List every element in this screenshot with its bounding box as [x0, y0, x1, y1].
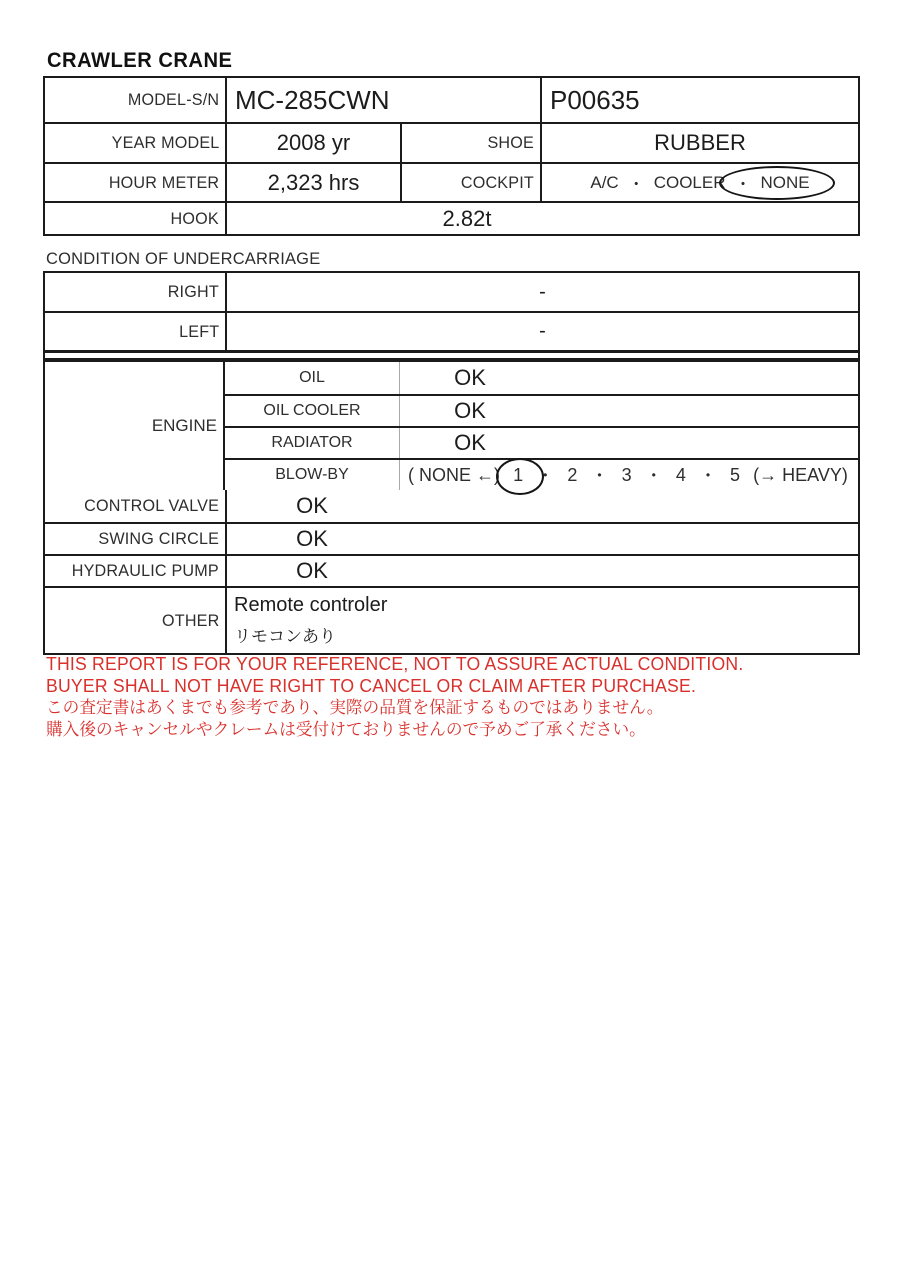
- swing-circle-value: OK: [296, 526, 328, 551]
- table-row: [225, 362, 858, 394]
- swing-circle-value-cell: [225, 524, 858, 554]
- other-label-cell: OTHER: [161, 610, 219, 630]
- blowby-scale-1: 1: [513, 465, 523, 486]
- oil-value-cell: [399, 362, 858, 394]
- table-row: [225, 426, 858, 458]
- right-label-cell: RIGHT: [167, 282, 219, 301]
- control-valve-value-cell: [225, 490, 858, 522]
- blowby-suffix: (→ HEAVY): [753, 464, 848, 485]
- table-row: [45, 586, 858, 653]
- year-value: 2008 yr: [225, 124, 400, 162]
- other-value-cell: [225, 588, 858, 653]
- swing-circle-label-cell: SWING CIRCLE: [98, 529, 219, 548]
- blowby-value-cell: ( NONE ←) 1 ・ 2 ・ 3 ・ 4 ・ 5 (→ HEAVY): [399, 460, 858, 490]
- table-row: [45, 554, 858, 586]
- blowby-scale-2: 2: [567, 464, 578, 485]
- blowby-label-cell: BLOW-BY: [275, 466, 349, 483]
- shoe-label-cell: SHOE: [400, 124, 540, 162]
- table-row: [225, 458, 858, 490]
- year-model-label-cell: YEAR MODEL: [111, 133, 219, 152]
- cockpit-value-cell: [540, 164, 858, 201]
- shoe-value: RUBBER: [540, 124, 858, 162]
- disclaimer-line-1: THIS REPORT IS FOR YOUR REFERENCE, NOT TO ASSURE ACTUAL CONDITION.: [46, 654, 744, 674]
- radiator-label-cell: RADIATOR: [271, 434, 353, 451]
- hook-value-cell: [225, 203, 858, 234]
- page-title: CRAWLER CRANE: [47, 49, 233, 72]
- table-row: [225, 394, 858, 426]
- oil-cooler-value-cell: [399, 396, 858, 426]
- serial-value: P00635: [540, 78, 858, 122]
- oil-cooler-value: OK: [454, 398, 486, 423]
- disclaimer-block: [46, 654, 866, 740]
- control-valve-value: OK: [296, 493, 328, 518]
- table-row: [45, 273, 858, 311]
- hour-meter-label-cell: HOUR METER: [108, 172, 219, 192]
- hydraulic-pump-label-cell: HYDRAULIC PUMP: [71, 561, 219, 580]
- undercarriage-heading: CONDITION OF UNDERCARRIAGE: [46, 249, 321, 268]
- table-row: [45, 162, 858, 201]
- model-sn-label-cell: MODEL-S/N: [127, 90, 219, 109]
- hour-value: 2,323 hrs: [225, 164, 400, 201]
- radiator-value: OK: [454, 430, 486, 455]
- right-value: -: [225, 273, 858, 311]
- spec-table: [43, 76, 860, 236]
- other-value-line2: リモコンあり: [234, 627, 336, 646]
- oil-cooler-label-cell: OIL COOLER: [263, 402, 361, 419]
- blowby-scale-5: 5: [730, 464, 741, 485]
- oil-value: OK: [454, 365, 486, 390]
- cockpit-value: A/C ・ COOLER ・ NONE: [590, 170, 809, 195]
- other-value-line1: Remote controler: [234, 594, 388, 616]
- hook-label-cell: HOOK: [170, 208, 219, 228]
- table-row: [45, 201, 858, 234]
- model-value: MC-285CWN: [225, 78, 540, 122]
- table-row: [45, 522, 858, 554]
- hydraulic-pump-value-cell: [225, 556, 858, 586]
- separator-strip: [43, 351, 860, 360]
- radiator-value-cell: [399, 428, 858, 458]
- control-valve-label-cell: CONTROL VALVE: [83, 496, 219, 515]
- blowby-scale-4: 4: [675, 464, 686, 485]
- engine-label-cell: ENGINE: [45, 362, 225, 490]
- blowby-scale-3: 3: [621, 464, 632, 485]
- table-row: [45, 78, 858, 122]
- disclaimer-line-3: この査定書はあくまでも参考であり、実際の品質を保証するものではありません。: [46, 698, 664, 717]
- cockpit-label-cell: COCKPIT: [400, 164, 540, 201]
- hook-value: 2.82t: [442, 205, 492, 231]
- left-label-cell: LEFT: [178, 321, 219, 341]
- engine-block: [45, 362, 858, 490]
- undercarriage-table: [43, 271, 860, 352]
- condition-table: [43, 360, 860, 655]
- hydraulic-pump-value: OK: [296, 558, 328, 583]
- blowby-prefix: ( NONE ←): [408, 464, 500, 485]
- table-row: [45, 311, 858, 350]
- table-row: [45, 490, 858, 522]
- disclaimer-line-4: 購入後のキャンセルやクレームは受付けておりませんので予めご了承ください。: [46, 719, 646, 739]
- oil-label-cell: OIL: [299, 369, 325, 386]
- left-value: -: [225, 313, 858, 350]
- table-row: [45, 122, 858, 162]
- disclaimer-line-2: BUYER SHALL NOT HAVE RIGHT TO CANCEL OR CLAIM AFTER PURCHASE.: [46, 675, 697, 696]
